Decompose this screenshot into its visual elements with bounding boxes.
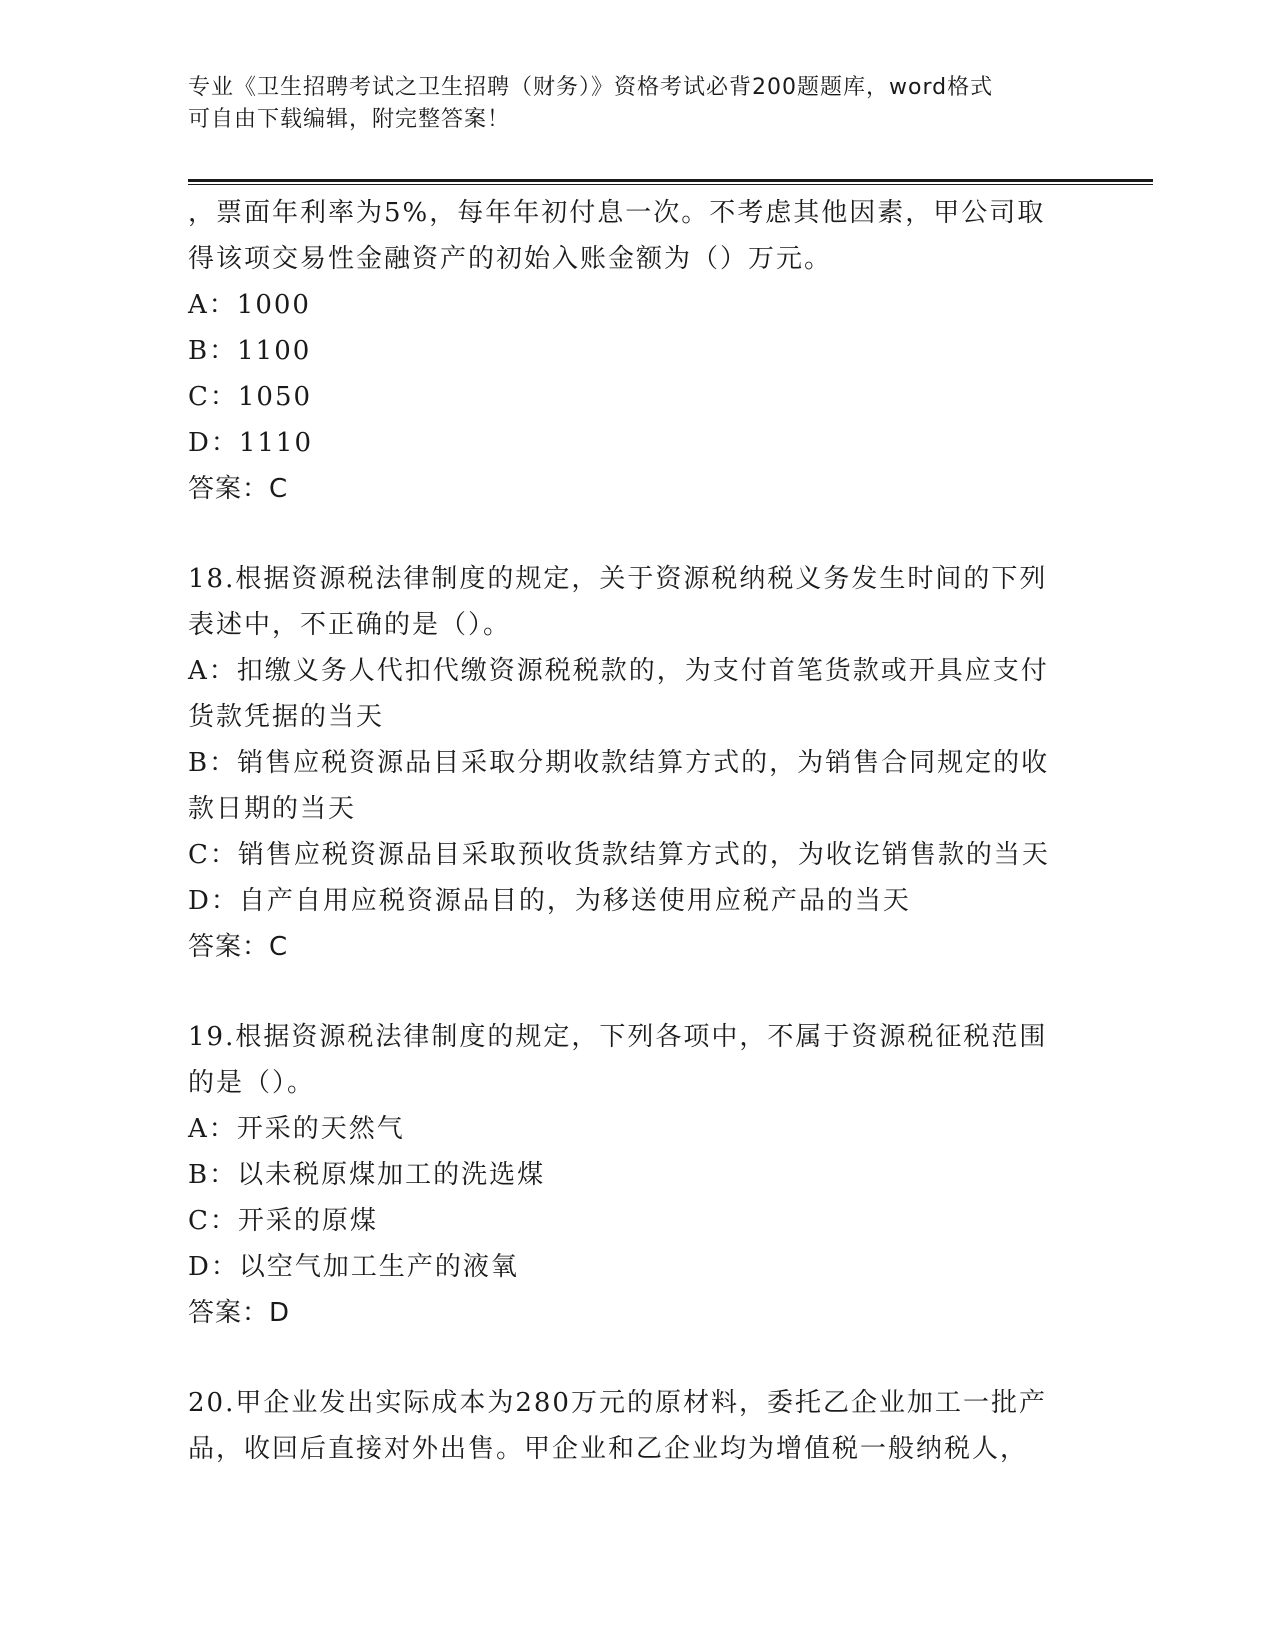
question-stem-line: 表述中，不正确的是（）。: [188, 610, 512, 640]
answer-line: 答案：C: [188, 474, 289, 504]
spacer: [188, 1336, 1068, 1380]
question-stem-line: 得该项交易性金融资产的初始入账金额为（）万元。: [188, 244, 833, 274]
answer-line: 答案：D: [188, 1298, 291, 1328]
question-list: [188, 190, 1068, 1472]
option-c: C：销售应税资源品目采取预收货款结算方式的，为收讫销售款的当天: [188, 840, 1050, 870]
header-title-line-1: 专业《卫生招聘考试之卫生招聘（财务）》资格考试必背200题题库，word格式: [188, 75, 994, 100]
option-c: C：1050: [188, 382, 313, 412]
spacer: [188, 512, 1068, 556]
option-a: A：开采的天然气: [188, 1114, 405, 1144]
header-divider-thick: [188, 179, 1153, 182]
header-title-line-2: 可自由下载编辑，附完整答案！: [188, 107, 511, 132]
question-20: [188, 1380, 1068, 1472]
document-header: [188, 72, 1068, 136]
question-19: [188, 1014, 1068, 1336]
question-stem-line: 18.根据资源税法律制度的规定，关于资源税纳税义务发生时间的下列: [188, 564, 1048, 594]
option-b-line-2: 款日期的当天: [188, 794, 357, 824]
option-a-line-2: 货款凭据的当天: [188, 702, 385, 732]
spacer: [188, 970, 1068, 1014]
option-b: B：1100: [188, 336, 312, 366]
question-stem-line: 的是（）。: [188, 1068, 316, 1098]
header-divider-thin: [188, 184, 1153, 185]
option-b: B：以未税原煤加工的洗选煤: [188, 1160, 546, 1190]
option-c: C：开采的原煤: [188, 1206, 378, 1236]
question-stem-line: 20.甲企业发出实际成本为280万元的原材料，委托乙企业加工一批产: [188, 1388, 1047, 1418]
option-d: D：自产自用应税资源品目的，为移送使用应税产品的当天: [188, 886, 911, 916]
question-18: [188, 556, 1068, 970]
question-17: [188, 190, 1068, 512]
question-stem-line: ，票面年利率为5%，每年年初付息一次。不考虑其他因素，甲公司取: [188, 198, 1046, 228]
option-d: D：1110: [188, 428, 314, 458]
option-b-line-1: B：销售应税资源品目采取分期收款结算方式的，为销售合同规定的收: [188, 748, 1050, 778]
question-stem-line: 19.根据资源税法律制度的规定，下列各项中，不属于资源税征税范围: [188, 1022, 1048, 1052]
question-stem-line: 品，收回后直接对外出售。甲企业和乙企业均为增值税一般纳税人，: [188, 1434, 1029, 1464]
answer-line: 答案：C: [188, 932, 289, 962]
option-a: A：1000: [188, 290, 311, 320]
option-a-line-1: A：扣缴义务人代扣代缴资源税税款的，为支付首笔货款或开具应支付: [188, 656, 1049, 686]
option-d: D：以空气加工生产的液氧: [188, 1252, 519, 1282]
